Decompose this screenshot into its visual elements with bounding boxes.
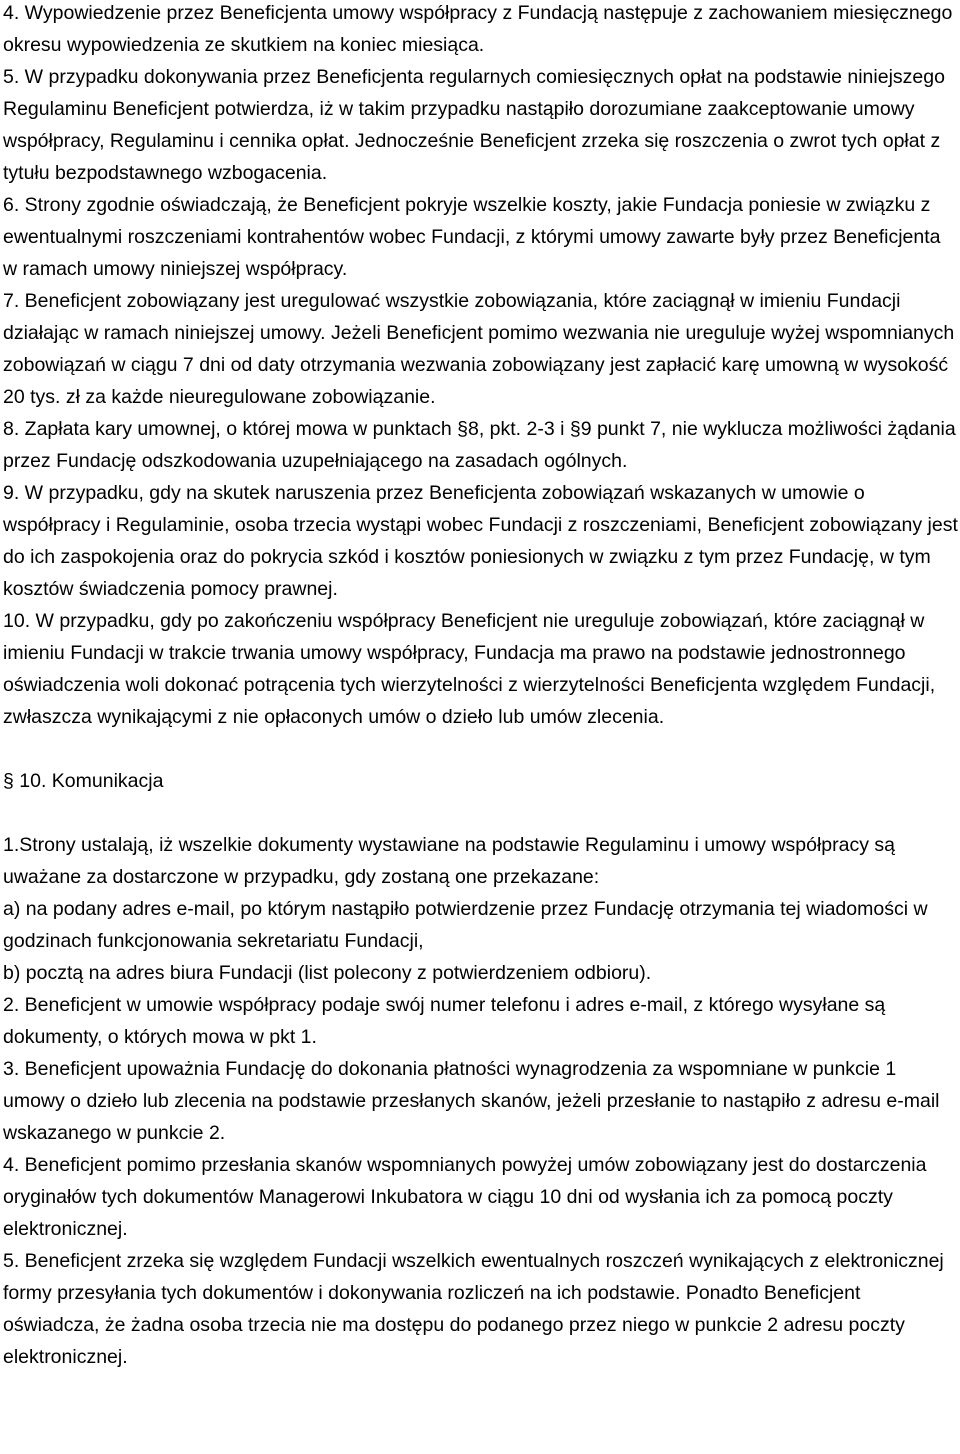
comm-paragraph-1a: a) na podany adres e-mail, po którym nastąpiło potwierdzenie przez Fundację otrzymania tej wiadomości w godzinach funkcjonowania sekretariatu Fundacji, <box>3 898 928 952</box>
comm-paragraph-3: 3. Beneficjent upoważnia Fundację do dokonania płatności wynagrodzenia za wspomniane w punkcie 1 umowy o dzieło lub zlecenia na podstawie przesłanych skanów, jeżeli przesłanie to nastąpiło z adresu e-mail wskazanego w punkcie 2. <box>3 1058 940 1144</box>
paragraph-8: 8. Zapłata kary umownej, o której mowa w punktach §8, pkt. 2-3 i §9 punkt 7, nie wyklucza możliwości żądania przez Fundację odszkodowania uzupełniającego na zasadach ogólnych. <box>3 418 956 472</box>
comm-paragraph-5: 5. Beneficjent zrzeka się względem Fundacji wszelkich ewentualnych roszczeń wynikających z elektronicznej formy przesyłania tych dokumentów i dokonywania rozliczeń na ich podstawie. Ponadto Beneficjent oświadcza, że żadna osoba trzecia nie ma dostępu do podanego przez niego w punkcie 2 adresu poczty elektronicznej. <box>3 1250 944 1368</box>
comm-paragraph-1: 1.Strony ustalają, iż wszelkie dokumenty wystawiane na podstawie Regulaminu i umowy współpracy są uważane za dostarczone w przypadku, gdy zostaną one przekazane: <box>3 834 896 888</box>
document-page <box>3 0 958 1373</box>
comm-paragraph-2: 2. Beneficjent w umowie współpracy podaje swój numer telefonu i adres e-mail, z którego wysyłane są dokumenty, o których mowa w pkt 1. <box>3 994 886 1048</box>
comm-paragraph-4: 4. Beneficjent pomimo przesłania skanów wspomnianych powyżej umów zobowiązany jest do dostarczenia oryginałów tych dokumentów Managerowi Inkubatora w ciągu 10 dni od wysłania ich za pomocą poczty elektronicznej. <box>3 1154 927 1240</box>
paragraph-4: 4. Wypowiedzenie przez Beneficjenta umowy współpracy z Fundacją następuje z zachowaniem miesięcznego okresu wypowiedzenia ze skutkiem na koniec miesiąca. <box>3 2 953 56</box>
paragraph-7: 7. Beneficjent zobowiązany jest uregulować wszystkie zobowiązania, które zaciągnął w imieniu Fundacji działając w ramach niniejszej umowy. Jeżeli Beneficjent pomimo wezwania nie ureguluje wyżej wspomnianych zobowiązań w ciągu 7 dni od daty otrzymania wezwania zobowiązany jest zapłacić karę umowną w wysokość 20 tys. zł za każde nieuregulowane zobowiązanie. <box>3 290 955 408</box>
section-heading: § 10. Komunikacja <box>3 770 164 792</box>
paragraph-6: 6. Strony zgodnie oświadczają, że Beneficjent pokryje wszelkie koszty, jakie Fundacja poniesie w związku z ewentualnymi roszczeniami kontrahentów wobec Fundacji, z którymi umowy zawarte były przez Beneficjenta w ramach umowy niniejszej współpracy. <box>3 194 941 280</box>
paragraph-9: 9. W przypadku, gdy na skutek naruszenia przez Beneficjenta zobowiązań wskazanych w umowie o współpracy i Regulaminie, osoba trzecia wystąpi wobec Fundacji z roszczeniami, Beneficjent zobowiązany jest do ich zaspokojenia oraz do pokrycia szkód i kosztów poniesionych w związku z tym przez Fundację, w tym kosztów świadczenia pomocy prawnej. <box>3 482 958 600</box>
spacer <box>3 733 958 765</box>
paragraph-10: 10. W przypadku, gdy po zakończeniu współpracy Beneficjent nie ureguluje zobowiązań, które zaciągnął w imieniu Fundacji w trakcie trwania umowy współpracy, Fundacja ma prawo na podstawie jednostronnego oświadczenia woli dokonać potrącenia tych wierzytelności z wierzytelności Beneficjenta względem Fundacji, zwłaszcza wynikającymi z nie opłaconych umów o dzieło lub umów zlecenia. <box>3 610 936 728</box>
paragraph-5: 5. W przypadku dokonywania przez Beneficjenta regularnych comiesięcznych opłat na podstawie niniejszego Regulaminu Beneficjent potwierdza, iż w takim przypadku nastąpiło dorozumiane zaakceptowanie umowy współpracy, Regulaminu i cennika opłat. Jednocześnie Beneficjent zrzeka się roszczenia o zwrot tych opłat z tytułu bezpodstawnego wzbogacenia. <box>3 66 945 184</box>
spacer <box>3 797 958 829</box>
comm-paragraph-1b: b) pocztą na adres biura Fundacji (list polecony z potwierdzeniem odbioru). <box>3 962 652 984</box>
